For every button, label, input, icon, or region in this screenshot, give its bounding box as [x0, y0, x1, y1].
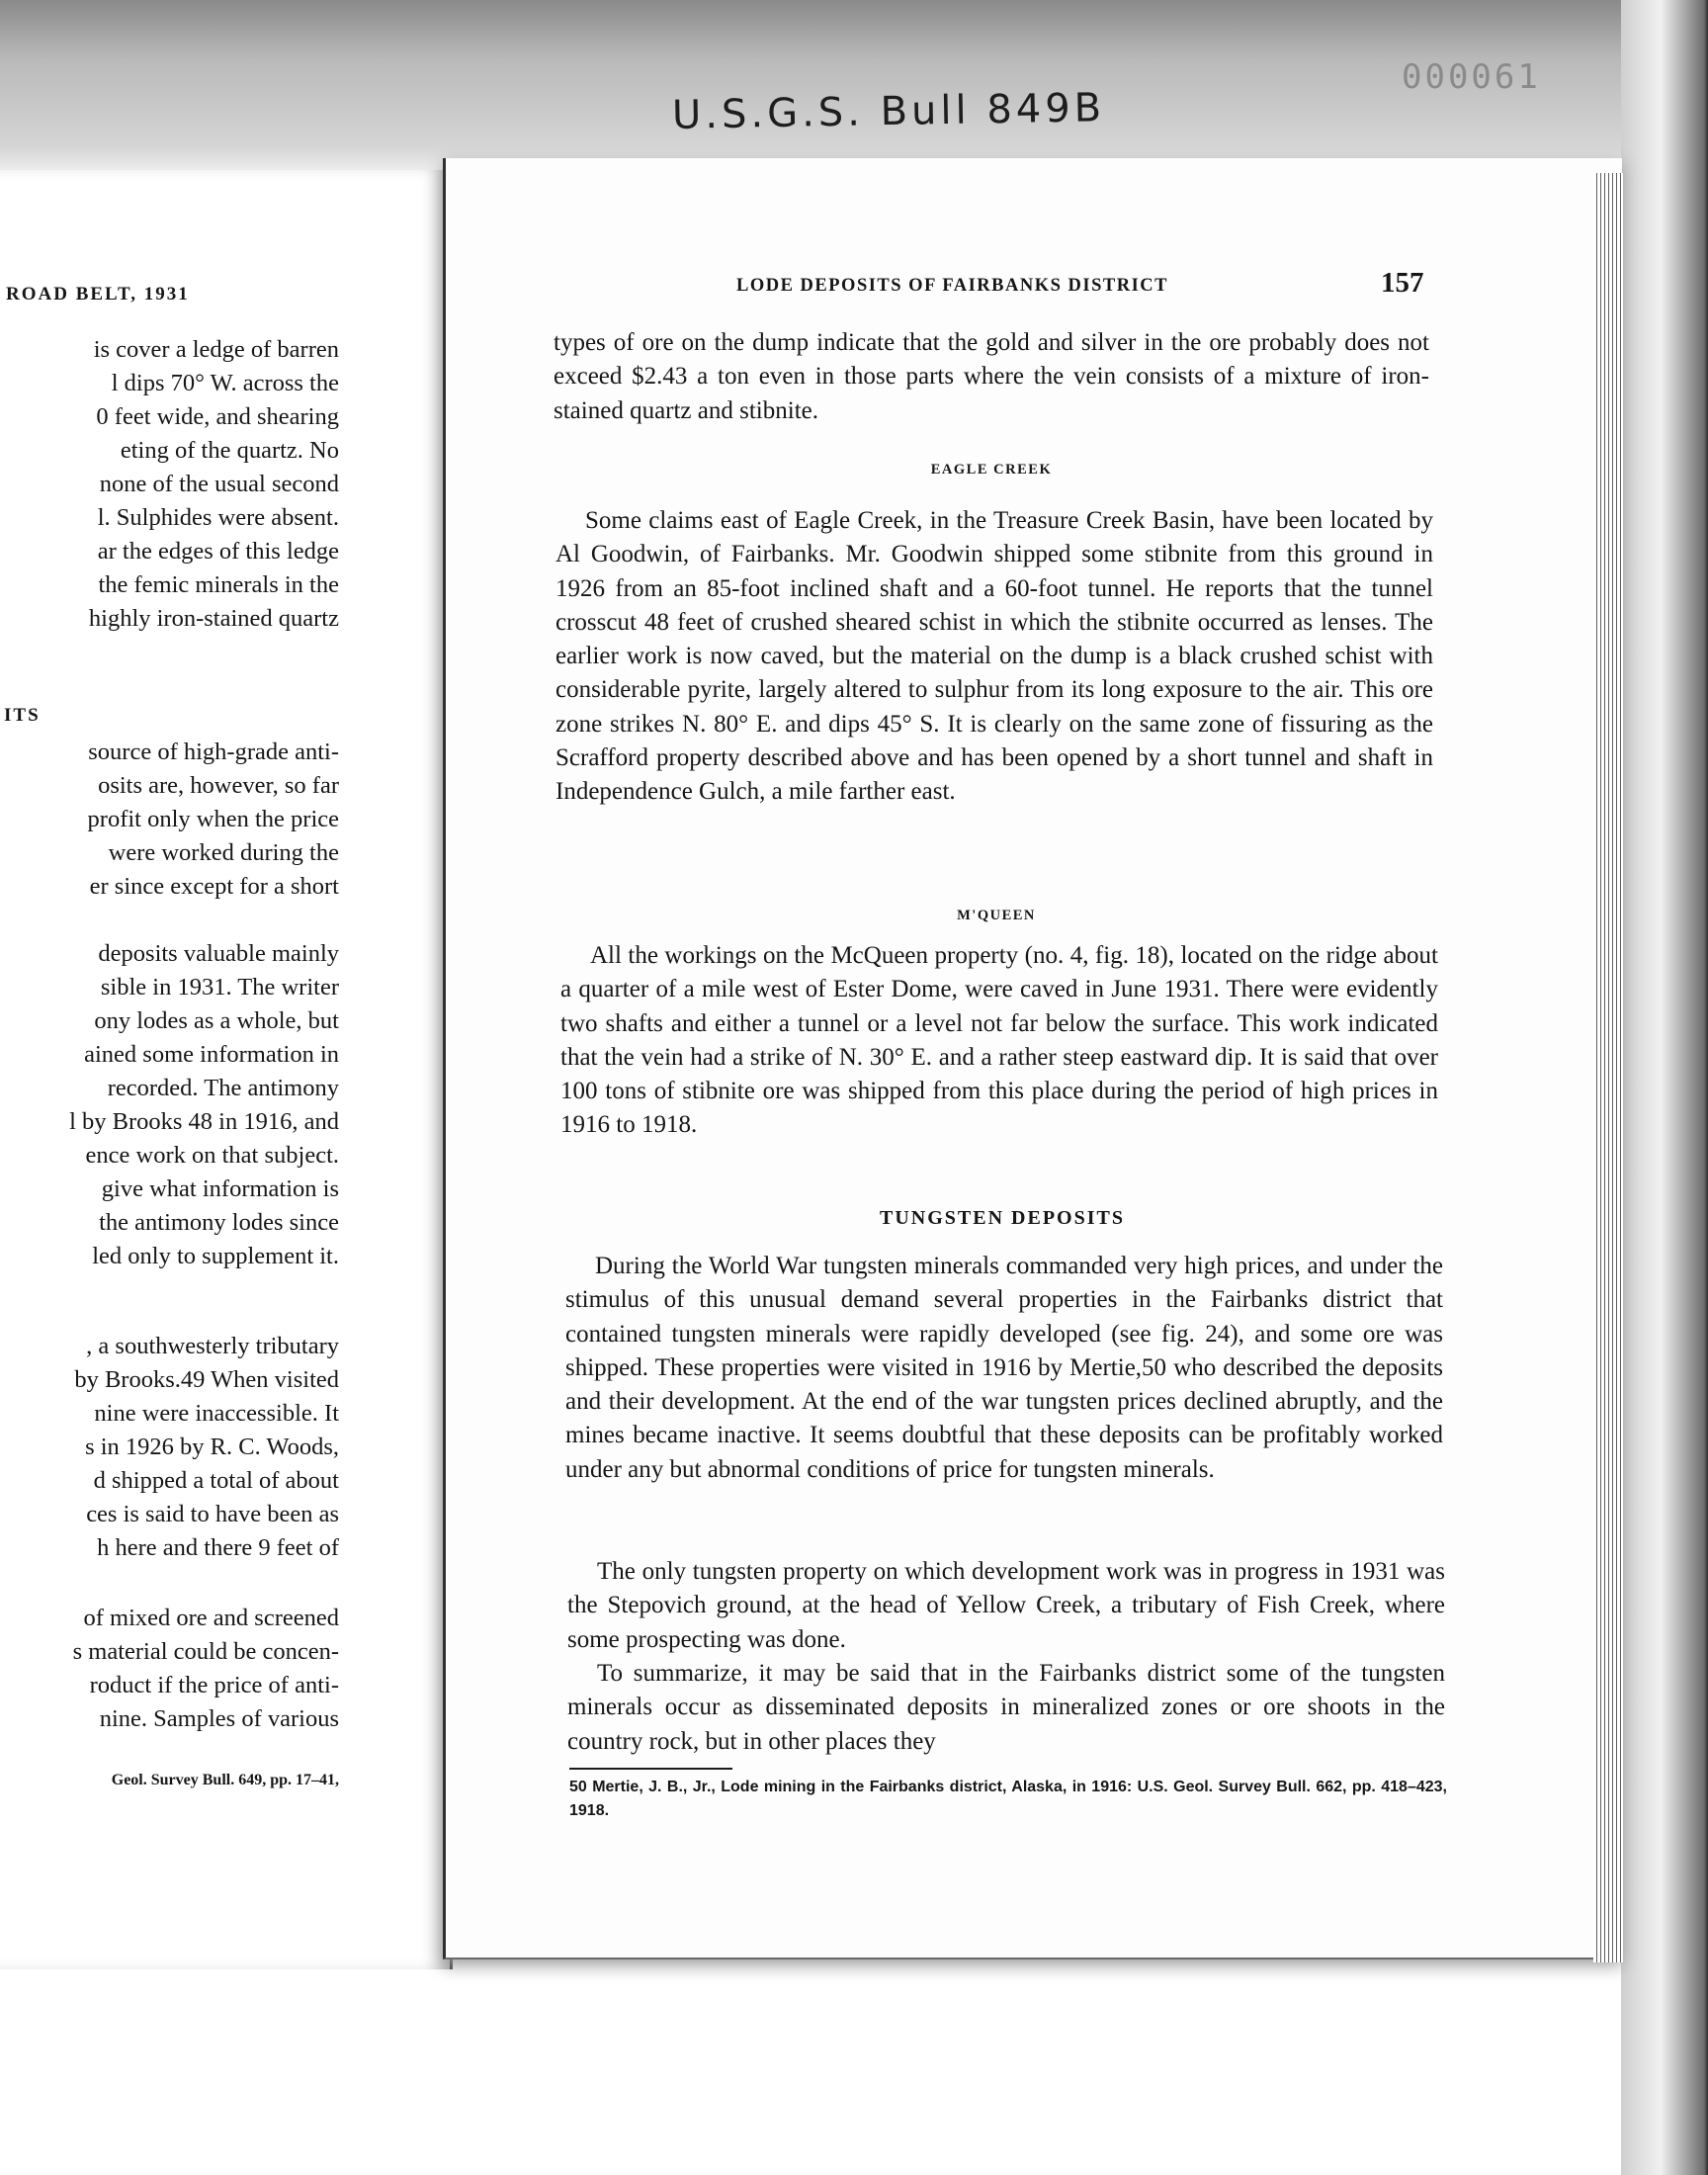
left-line: ony lodes as a whole, but: [94, 1007, 339, 1034]
left-page: [0, 170, 453, 1969]
left-line: ained some information in: [84, 1041, 339, 1068]
left-line: roduct if the price of anti-: [89, 1672, 339, 1698]
left-line: of mixed ore and screened: [83, 1605, 339, 1631]
handwritten-note: U.S.G.S. Bull 849B: [671, 85, 1106, 138]
left-line: the antimony lodes since: [99, 1209, 339, 1236]
left-line: nine were inaccessible. It: [94, 1400, 339, 1427]
left-line: s in 1926 by R. C. Woods,: [85, 1434, 339, 1460]
section-heading-mcqueen: M'QUEEN: [957, 908, 1036, 923]
left-line: , a southwesterly tributary: [86, 1333, 339, 1359]
left-line: l by Brooks 48 in 1916, and: [69, 1108, 339, 1135]
stamp-number: 000061: [1402, 57, 1541, 97]
tungsten-paragraph-3: To summarize, it may be said that in the Fairbanks district some of the tungsten minerals occur as disseminated deposits in mineralized zones or ore shoots in the country rock, but in other places they: [567, 1660, 1445, 1755]
tungsten-paragraph-2: The only tungsten property on which development work was in progress in 1931 was the Stepovich ground, at the head of Yellow Creek, a tributary of Fish Creek, where some prospecting was done.: [567, 1558, 1445, 1653]
left-line: the femic minerals in the: [98, 571, 339, 598]
left-line: sible in 1931. The writer: [100, 974, 339, 1000]
left-line: l. Sulphides were absent.: [97, 504, 339, 531]
left-line: l dips 70° W. across the: [111, 370, 339, 396]
left-line: s material could be concen-: [72, 1638, 339, 1665]
left-line: eting of the quartz. No: [120, 437, 339, 464]
left-line: highly iron-stained quartz: [88, 605, 339, 632]
left-line: is cover a ledge of barren: [93, 336, 339, 363]
left-line: osits are, however, so far: [98, 772, 339, 799]
left-footnote: Geol. Survey Bull. 649, pp. 17–41,: [111, 1772, 339, 1788]
left-line: er since except for a short: [89, 873, 339, 900]
left-line: recorded. The antimony: [107, 1075, 339, 1101]
left-line: profit only when the price: [87, 806, 339, 832]
left-line: nine. Samples of various: [99, 1705, 339, 1732]
scan-right-edge: [1621, 0, 1708, 2175]
running-head: LODE DEPOSITS OF FAIRBANKS DISTRICT: [736, 276, 1168, 296]
left-line: ar the edges of this ledge: [97, 538, 339, 565]
mcqueen-paragraph: All the workings on the McQueen property (no. 4, fig. 18), located on the ridge about a quarter of a mile west of Ester Dome, were caved in June 1931. There were evidently two shafts and either a tunnel or a level not far below the surface. This work indicated that the vein had a strike of N. 30° E. and a rather steep eastward dip. It is said that over 100 tons of stibnite ore was shipped from this place during the period of high prices in 1916 to 1918.: [560, 942, 1438, 1139]
left-line: give what information is: [101, 1175, 339, 1202]
left-section-heading: ITS: [4, 705, 41, 726]
left-line: d shipped a total of about: [93, 1467, 339, 1494]
left-line: source of high-grade anti-: [88, 739, 339, 765]
left-line: ence work on that subject.: [85, 1142, 339, 1169]
left-line: were worked during the: [108, 839, 339, 866]
footnote-50: 50 Mertie, J. B., Jr., Lode mining in the Fairbanks district, Alaska, in 1916: U.S. Geol. Survey Bull. 662, pp. 418–423, 1918.: [569, 1779, 1447, 1819]
left-line: ces is said to have been as: [86, 1501, 339, 1527]
left-line: 0 feet wide, and shearing: [96, 403, 339, 430]
left-line: led only to supplement it.: [92, 1243, 339, 1269]
intro-paragraph: types of ore on the dump indicate that the gold and silver in the ore probably does not exceed $2.43 a ton even in those parts where the vein consists of a mixture of iron-stained quartz and stibnite.: [554, 329, 1429, 424]
left-line: by Brooks.49 When visited: [74, 1366, 339, 1393]
section-heading-eagle-creek: EAGLE CREEK: [930, 462, 1053, 478]
page-edges: [1593, 173, 1623, 1962]
left-line: h here and there 9 feet of: [97, 1534, 339, 1561]
left-line: none of the usual second: [99, 471, 339, 497]
footnote-rule: [569, 1768, 732, 1770]
left-running-head: ROAD BELT, 1931: [6, 284, 190, 304]
eagle-creek-paragraph: Some claims east of Eagle Creek, in the Treasure Creek Basin, have been located by Al Goodwin, of Fairbanks. Mr. Goodwin shipped some stibnite from this ground in 1926 from an 85-foot inclined shaft and a 60-foot tunnel. He reports that the tunnel crosscut 48 feet of crushed sheared schist in which the stibnite occurred as lenses. The earlier work is now caved, but the material on the dump is a black crushed schist with considerable pyrite, largely altered to sulphur from its long exposure to the air. This ore zone strikes N. 80° E. and dips 45° S. It is clearly on the same zone of fissuring as the Scrafford property described above and has been opened by a short tunnel and shaft in Independence Gulch, a mile farther east.: [555, 507, 1433, 806]
tungsten-paragraph-1: During the World War tungsten minerals commanded very high prices, and under the stimulus of this unusual demand several properties in the Fairbanks district that contained tungsten minerals were rapidly developed (see fig. 24), and some ore was shipped. These properties were visited in 1916 by Mertie,50 who described the deposits and their development. At the end of the war tungsten prices declined abruptly, and the mines became inactive. It seems doubtful that these deposits can be profitably worked under any but abnormal conditions of price for tungsten minerals.: [565, 1253, 1443, 1483]
page-number: 157: [1381, 267, 1424, 299]
left-line: deposits valuable mainly: [98, 940, 339, 967]
section-heading-tungsten: TUNGSTEN DEPOSITS: [880, 1207, 1125, 1229]
